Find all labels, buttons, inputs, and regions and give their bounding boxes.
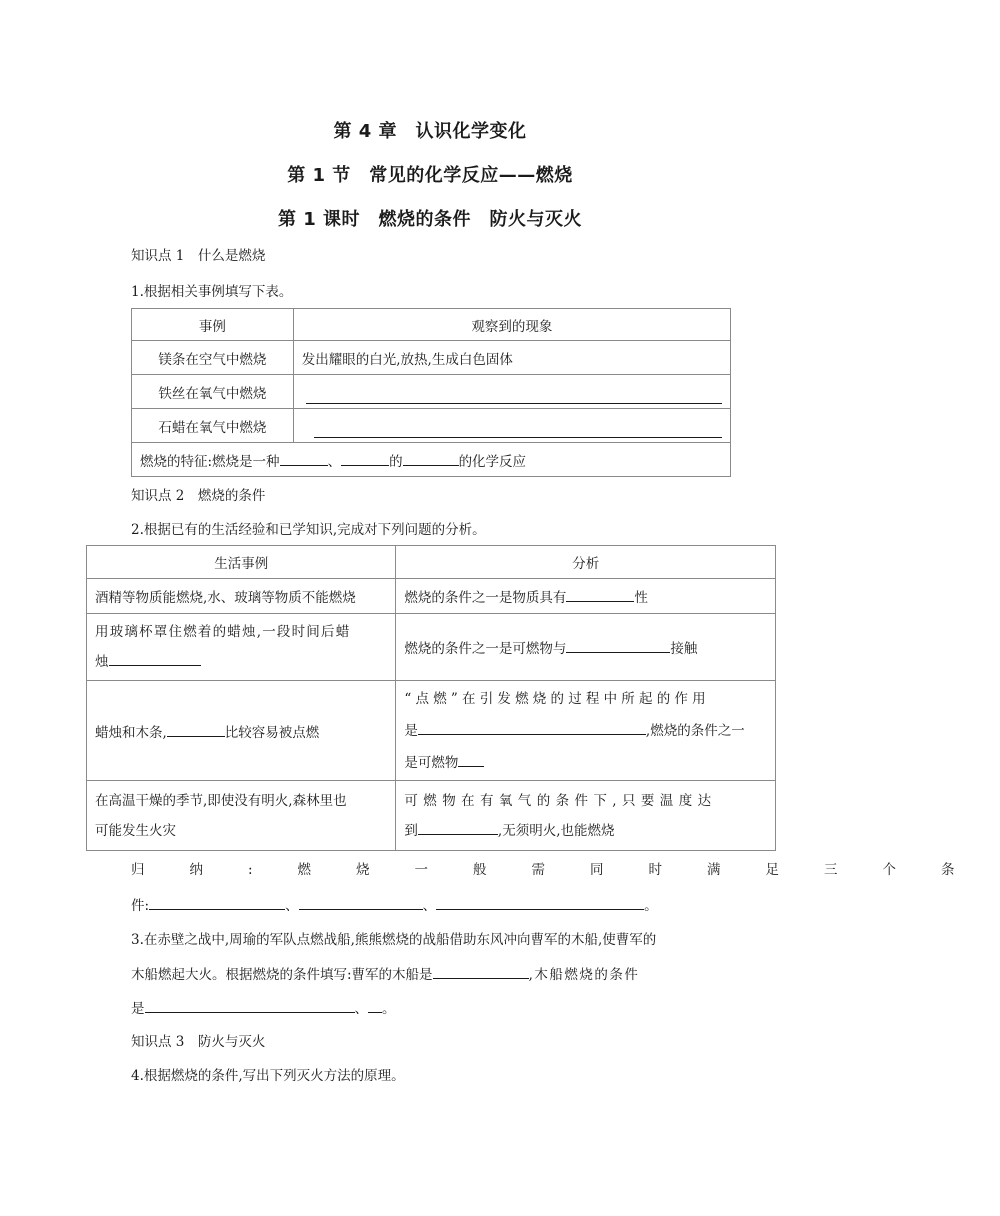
table-row — [132, 375, 731, 409]
q3-text: ,木船燃烧的条件 — [528, 967, 640, 983]
table-combustion-phenomena — [131, 308, 731, 477]
analysis-line-1: “点燃”在引发燃烧的过程中所起的作用 — [404, 690, 710, 707]
chapter-title: 第 4 章 认识化学变化 — [333, 121, 527, 142]
table-row — [87, 781, 776, 851]
row-life — [87, 681, 396, 781]
row-example: 镁条在空气中燃烧 — [132, 341, 294, 375]
answer-blank[interactable] — [418, 820, 498, 835]
row-life — [87, 781, 396, 851]
summary-text: 。 — [644, 898, 658, 914]
answer-blank[interactable] — [293, 375, 730, 409]
life-text: 蜡烛和木条, — [95, 724, 167, 741]
answer-blank[interactable] — [433, 964, 529, 979]
q3-text: 木船燃起大火。根据燃烧的条件填写:曹军的木船是 — [131, 967, 433, 983]
row-example: 石蜡在氧气中燃烧 — [132, 409, 294, 443]
lesson-title: 第 1 课时 燃烧的条件 防火与灭火 — [277, 209, 583, 230]
analysis-text: 接触 — [670, 641, 698, 657]
answer-blank[interactable] — [167, 722, 225, 737]
analysis-text: 性 — [634, 590, 648, 606]
feature-text: 、 — [327, 453, 342, 470]
q3-text: 是 — [131, 1001, 145, 1017]
kp3-heading: 知识点 3 防火与灭火 — [131, 1034, 266, 1050]
summary-text: 、 — [422, 898, 437, 914]
life-line-2 — [95, 647, 387, 677]
answer-blank[interactable] — [418, 720, 646, 735]
answer-blank[interactable] — [299, 895, 423, 910]
question-3-line-3 — [131, 998, 396, 1019]
analysis-text: 燃烧的条件之一是可燃物与 — [404, 641, 567, 657]
answer-blank[interactable] — [109, 651, 201, 666]
question-1: 1.根据相关事例填写下表。 — [131, 284, 293, 300]
row-life — [87, 614, 396, 681]
analysis-text: 是 — [404, 722, 418, 739]
row-analysis — [396, 681, 776, 781]
header-phenomenon: 观察到的现象 — [293, 309, 730, 341]
feature-text: 燃烧的特征:燃烧是一种 — [140, 453, 280, 470]
kp2-heading: 知识点 2 燃烧的条件 — [131, 488, 266, 504]
analysis-text: ,燃烧的条件之一 — [645, 722, 745, 739]
analysis-line-2 — [404, 816, 767, 846]
kp1-heading: 知识点 1 什么是燃烧 — [131, 248, 266, 264]
table-header-row — [87, 546, 776, 579]
answer-blank[interactable] — [145, 998, 355, 1013]
feature-text: 的 — [389, 453, 403, 470]
answer-blank[interactable] — [149, 895, 285, 910]
life-text: 比较容易被点燃 — [224, 724, 320, 741]
header-life-example: 生活事例 — [87, 546, 396, 579]
combustion-feature — [132, 443, 731, 477]
question-4: 4.根据燃烧的条件,写出下列灭火方法的原理。 — [131, 1068, 405, 1084]
section-title: 第 1 节 常见的化学反应——燃烧 — [287, 165, 573, 186]
analysis-line-1: 可燃物在有氧气的条件下,只要温度达 — [404, 792, 717, 809]
answer-blank[interactable] — [566, 587, 634, 602]
table-combustion-conditions — [86, 545, 776, 851]
header-example: 事例 — [132, 309, 294, 341]
summary-text: 、 — [285, 898, 299, 914]
table-row — [132, 341, 731, 375]
analysis-text: 燃烧的条件之一是物质具有 — [404, 590, 567, 606]
table-row — [132, 443, 731, 477]
answer-blank[interactable] — [341, 451, 389, 466]
question-3-line-2 — [131, 964, 639, 985]
summary-line-2 — [131, 895, 658, 916]
summary-text: 件: — [131, 898, 150, 914]
summary-line-1: 归纳:燃烧一般需同时满足三个条 — [131, 862, 1000, 878]
answer-blank[interactable] — [293, 409, 730, 443]
answer-blank[interactable] — [368, 998, 382, 1013]
row-phenomenon: 发出耀眼的白光,放热,生成白色固体 — [293, 341, 730, 375]
row-analysis — [396, 579, 776, 614]
q3-text: 、 — [354, 1001, 368, 1017]
analysis-line-2 — [404, 715, 767, 747]
analysis-text: 是可燃物 — [404, 754, 459, 771]
table-header-row — [132, 309, 731, 341]
table-row — [87, 614, 776, 681]
row-analysis — [396, 614, 776, 681]
answer-blank[interactable] — [403, 451, 459, 466]
life-line-1: 在高温干燥的季节,即使没有明火,森林里也 — [95, 792, 347, 809]
answer-blank[interactable] — [280, 451, 328, 466]
analysis-line-3 — [404, 747, 767, 779]
row-life: 酒精等物质能燃烧,水、玻璃等物质不能燃烧 — [87, 579, 396, 614]
table-row — [87, 579, 776, 614]
answer-blank[interactable] — [566, 638, 670, 653]
question-2: 2.根据已有的生活经验和已学知识,完成对下列问题的分析。 — [131, 522, 486, 538]
row-example: 铁丝在氧气中燃烧 — [132, 375, 294, 409]
life-text: 烛 — [95, 654, 109, 670]
answer-blank[interactable] — [436, 895, 644, 910]
life-text: 用玻璃杯罩住燃着的蜡烛,一段时间后蜡 — [95, 624, 351, 640]
row-analysis — [396, 781, 776, 851]
answer-blank[interactable] — [458, 752, 484, 767]
q3-text: 。 — [382, 1001, 396, 1017]
feature-text: 的化学反应 — [458, 453, 527, 470]
question-3-line-1: 3.在赤壁之战中,周瑜的军队点燃战船,熊熊燃烧的战船借助东风冲向曹军的木船,使曹军的 — [131, 932, 657, 948]
header-analysis: 分析 — [396, 546, 776, 579]
life-line-2: 可能发生火灾 — [95, 822, 176, 839]
analysis-text: 到 — [404, 822, 418, 839]
table-row — [132, 409, 731, 443]
table-row — [87, 681, 776, 781]
analysis-text: ,无须明火,也能燃烧 — [497, 822, 615, 839]
justified-line — [95, 617, 387, 647]
